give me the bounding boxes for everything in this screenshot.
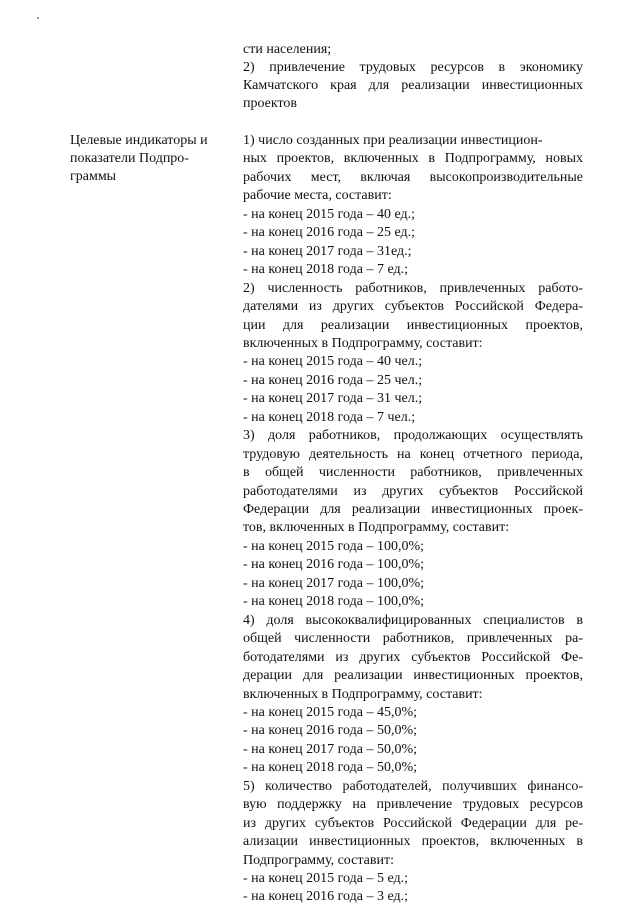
body-text-line: ции для реализации инвестиционных проектов,	[243, 318, 583, 333]
body-text-line: в общей численности работников, привлеченных	[243, 465, 583, 480]
body-text-line: - на конец 2016 года – 100,0%;	[243, 557, 425, 572]
body-text-line: - на конец 2015 года – 5 ед.;	[243, 871, 409, 886]
body-text-line: 1) число созданных при реализации инвестицион-	[243, 133, 543, 148]
body-text-line: вую поддержку на привлечение трудовых ресурсов	[243, 797, 583, 812]
body-text-line: - на конец 2016 года – 3 ед.;	[243, 889, 409, 904]
body-text-line: - на конец 2015 года – 40 чел.;	[243, 354, 423, 369]
row-label-line: показатели Подпро-	[70, 151, 189, 166]
body-text-line: 4) доля высококвалифицированных специалистов в	[243, 613, 583, 628]
body-text-line: - на конец 2017 года – 31 чел.;	[243, 391, 423, 406]
body-text-line: - на конец 2015 года – 100,0%;	[243, 539, 425, 554]
body-text-line: ботодателями из других субъектов Российской Фе-	[243, 650, 583, 665]
body-text-line: рабочих мест, включая высокопроизводительные	[243, 170, 583, 185]
body-text-line: дерации для реализации инвестиционных проектов,	[243, 668, 583, 683]
body-text-line: включенных в Подпрограмму, составит:	[243, 687, 483, 702]
top-text-line: Камчатского края для реализации инвестиционных	[243, 78, 583, 93]
body-text-line: - на конец 2018 года – 7 ед.;	[243, 262, 409, 277]
body-text-line: рабочие места, составит:	[243, 188, 392, 203]
body-text-line: тов, включенных в Подпрограмму, составит:	[243, 520, 510, 535]
body-text-line: - на конец 2018 года – 100,0%;	[243, 594, 425, 609]
body-text-line: - на конец 2017 года – 31ед.;	[243, 244, 412, 259]
body-text-line: - на конец 2017 года – 100,0%;	[243, 576, 425, 591]
body-text-line: - на конец 2016 года – 25 ед.;	[243, 225, 416, 240]
body-text-line: - на конец 2016 года – 50,0%;	[243, 723, 418, 738]
body-text-line: Федерации для реализации инвестиционных проек-	[243, 502, 583, 517]
body-text-line: Подпрограмму, составит:	[243, 853, 394, 868]
body-text-line: - на конец 2015 года – 40 ед.;	[243, 207, 416, 222]
row-label-line: Целевые индикаторы и	[70, 133, 208, 148]
body-text-line: - на конец 2018 года – 7 чел.;	[243, 410, 416, 425]
top-text-line: сти населения;	[243, 42, 332, 57]
body-text-line: трудовую деятельность на конец отчетного периода,	[243, 447, 583, 462]
body-text-line: - на конец 2015 года – 45,0%;	[243, 705, 418, 720]
body-text-line: ализации инвестиционных проектов, включенных в	[243, 834, 583, 849]
body-text-line: 5) количество работодателей, получивших финансо-	[243, 779, 583, 794]
body-text-line: ных проектов, включенных в Подпрограмму, новых	[243, 151, 583, 166]
body-text-line: - на конец 2017 года – 50,0%;	[243, 742, 418, 757]
row-label-line: граммы	[70, 169, 117, 184]
scan-mark	[37, 17, 39, 19]
body-text-line: - на конец 2018 года – 50,0%;	[243, 760, 418, 775]
body-text-line: дателями из других субъектов Российской Федера-	[243, 299, 583, 314]
body-text-line: 3) доля работников, продолжающих осуществлять	[243, 428, 583, 443]
body-text-line: работодателями из других субъектов Российской	[243, 484, 583, 499]
body-text-line: из других субъектов Российской Федерации для ре-	[243, 816, 583, 831]
body-text-line: 2) численность работников, привлеченных работо-	[243, 281, 583, 296]
body-text-line: общей численности работников, привлеченных ра-	[243, 631, 583, 646]
top-text-line: 2) привлечение трудовых ресурсов в экономику	[243, 60, 583, 75]
body-text-line: - на конец 2016 года – 25 чел.;	[243, 373, 423, 388]
top-text-line: проектов	[243, 96, 298, 111]
body-text-line: включенных в Подпрограмму, составит:	[243, 336, 483, 351]
